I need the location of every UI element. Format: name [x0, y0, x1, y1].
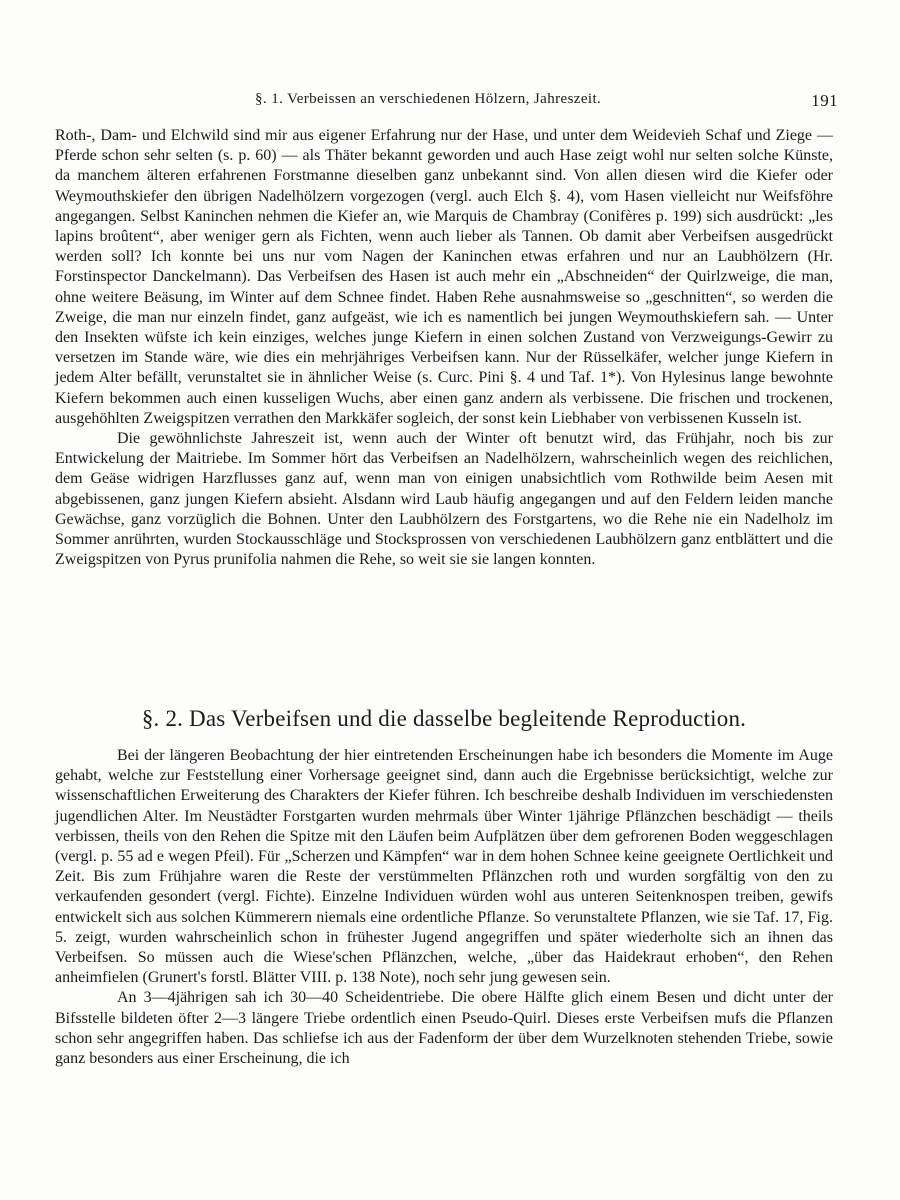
section-2-paragraph-1: Bei der längeren Beobachtung der hier eintretenden Erscheinungen habe ich besonders die Momente im Auge gehabt, welche zur Feststellung einer Vorhersage geeignet sind, dann auch die Ergebnisse berücksichtigt, welche zur wissenschaftlichen Erweiterung des Charakters der Kiefer führen. Ich beschreibe deshalb Individuen im verschiedensten jugendlichen Alter. Im Neustädter Forstgarten wurden mehrmals über Winter 1jährige Pflänzchen beschädigt — theils verbissen, theils von den Rehen die Spitze mit den Läufen beim Aufplätzen über dem gefrorenen Boden weggeschlagen (vergl. p. 55 ad e wegen Pfeil). Für „Scherzen und Kämpfen“ war in dem hohen Schnee keine geeignete Oertlichkeit und Zeit. Bis zum Frühjahre waren die Reste der verstümmelten Pflänzchen roth und wurden sorgfältig von den zu verkaufenden gesondert (vergl. Fichte). Einzelne Individuen würden wohl aus unteren Seitenknospen treiben, gewifs entwickelt sich aus solchen Kümmerern niemals eine ordentliche Pflanze. So verunstaltete Pflanzen, wie sie Taf. 17, Fig. 5. zeigt, wurden wahrscheinlich schon in frühester Jugend angegriffen und später wiederholte sich an ihnen das Verbeifsen. So müssen auch die Wiese'schen Pflänzchen, welche, „über das Haidekraut erhoben“, den Rehen anheimfielen (Grunert's forstl. Blätter VIII. p. 138 Note), noch sehr jung gewesen sein.: [55, 747, 833, 987]
page-number: 191: [811, 91, 838, 110]
section-2-heading: §. 2. Das Verbeifsen und die dasselbe begleitende Reproduction.: [141, 706, 747, 731]
section-2-paragraph-2: An 3—4jährigen sah ich 30—40 Scheidentriebe. Die obere Hälfte glich einem Besen und dicht unter der Bifsstelle bildeten öfter 2—3 längere Triebe ordentlich einen Pseudo-Quirl. Dieses erste Verbeifsen mufs die Pflanzen schon sehr angegriffen haben. Das schliefse ich aus der Fadenform der über dem Wurzelknoten stehenden Triebe, sowie ganz besonders aus einer Erscheinung, die ich: [55, 989, 833, 1068]
section-1-paragraph-1: Roth-, Dam- und Elchwild sind mir aus eigener Erfahrung nur der Hase, und unter dem Weidevieh Schaf und Ziege — Pferde schon sehr selten (s. p. 60) — als Thäter bekannt geworden und auch Hase zeigt wohl nur selten solche Künste, da manchem älteren erfahrenen Forstmanne dieselben ganz unbekannt sind. Von allen diesen wird die Kiefer oder Weymouthskiefer den übrigen Nadelhölzern vorgezogen (vergl. auch Elch §. 4), vom Hasen vielleicht nur Weifsföhre angegangen. Selbst Kaninchen nehmen die Kiefer an, wie Marquis de Chambray (Conifères p. 199) sich ausdrückt: „les lapins broûtent“, aber weniger gern als Fichten, wenn auch lieber als Tannen. Ob damit aber Verbeifsen ausgedrückt werden soll? Ich konnte bei uns nur vom Nagen der Kaninchen etwas erfahren und nur an Laubhölzern (Hr. Forstinspector Danckelmann). Das Verbeifsen des Hasen ist auch mehr ein „Abschneiden“ der Quirlzweige, die man, ohne weitere Beäsung, im Winter auf dem Schnee findet. Haben Rehe ausnahmsweise so „geschnitten“, so werden die Zweige, die man nur einzeln findet, ganz aufgeäst, wie ich es namentlich bei jungen Weymouthskiefern sah. — Unter den Insekten wüfste ich kein einziges, welches junge Kiefern in einen solchen Zustand von Verzweigungs-Gewirr zu versetzen im Stande wäre, wie dies ein mehrjähriges Verbeifsen kann. Nur der Rüsselkäfer, welcher junge Kiefern in jedem Alter befällt, verunstaltet sie in ähnlicher Weise (s. Curc. Pini §. 4 und Taf. 1*). Von Hylesinus lange bewohnte Kiefern bekommen auch einen kusseligen Wuchs, aber einen ganz andern als verbissene. Die frischen und trockenen, ausgehöhlten Zweigspitzen verrathen den Markkäfer sogleich, der sonst kein Liebhaber von verbissenen Kusseln ist.: [55, 127, 833, 427]
page-header: [55, 91, 838, 113]
running-title: §. 1. Verbeissen an verschiedenen Hölzern, Jahreszeit.: [255, 91, 602, 107]
section-1-text: [55, 126, 833, 570]
section-1-paragraph-2: Die gewöhnlichste Jahreszeit ist, wenn auch der Winter oft benutzt wird, das Frühjahr, noch bis zur Entwickelung der Maitriebe. Im Sommer hört das Verbeifsen an Nadelhölzern, wahrscheinlich wegen des reichlichen, dem Geäse widrigen Harzflusses ganz auf, wenn man von einigen unabsichtlich vom Rothwilde beim Aesen mit abgebissenen, ganz jungen Kiefern absieht. Alsdann wird Laub häufig angegangen und auf den Feldern leiden manche Gewächse, ganz vorzüglich die Bohnen. Unter den Laubhölzern des Forstgartens, wo die Rehe nie ein Nadelholz im Sommer anrührten, wurden Stockausschläge und Stocksprossen von verschiedenen Laubhölzern ganz entblättert und die Zweigspitzen von Pyrus prunifolia nahmen die Rehe, so weit sie sie langen konnten.: [55, 430, 833, 569]
section-2-text: [55, 746, 833, 1069]
